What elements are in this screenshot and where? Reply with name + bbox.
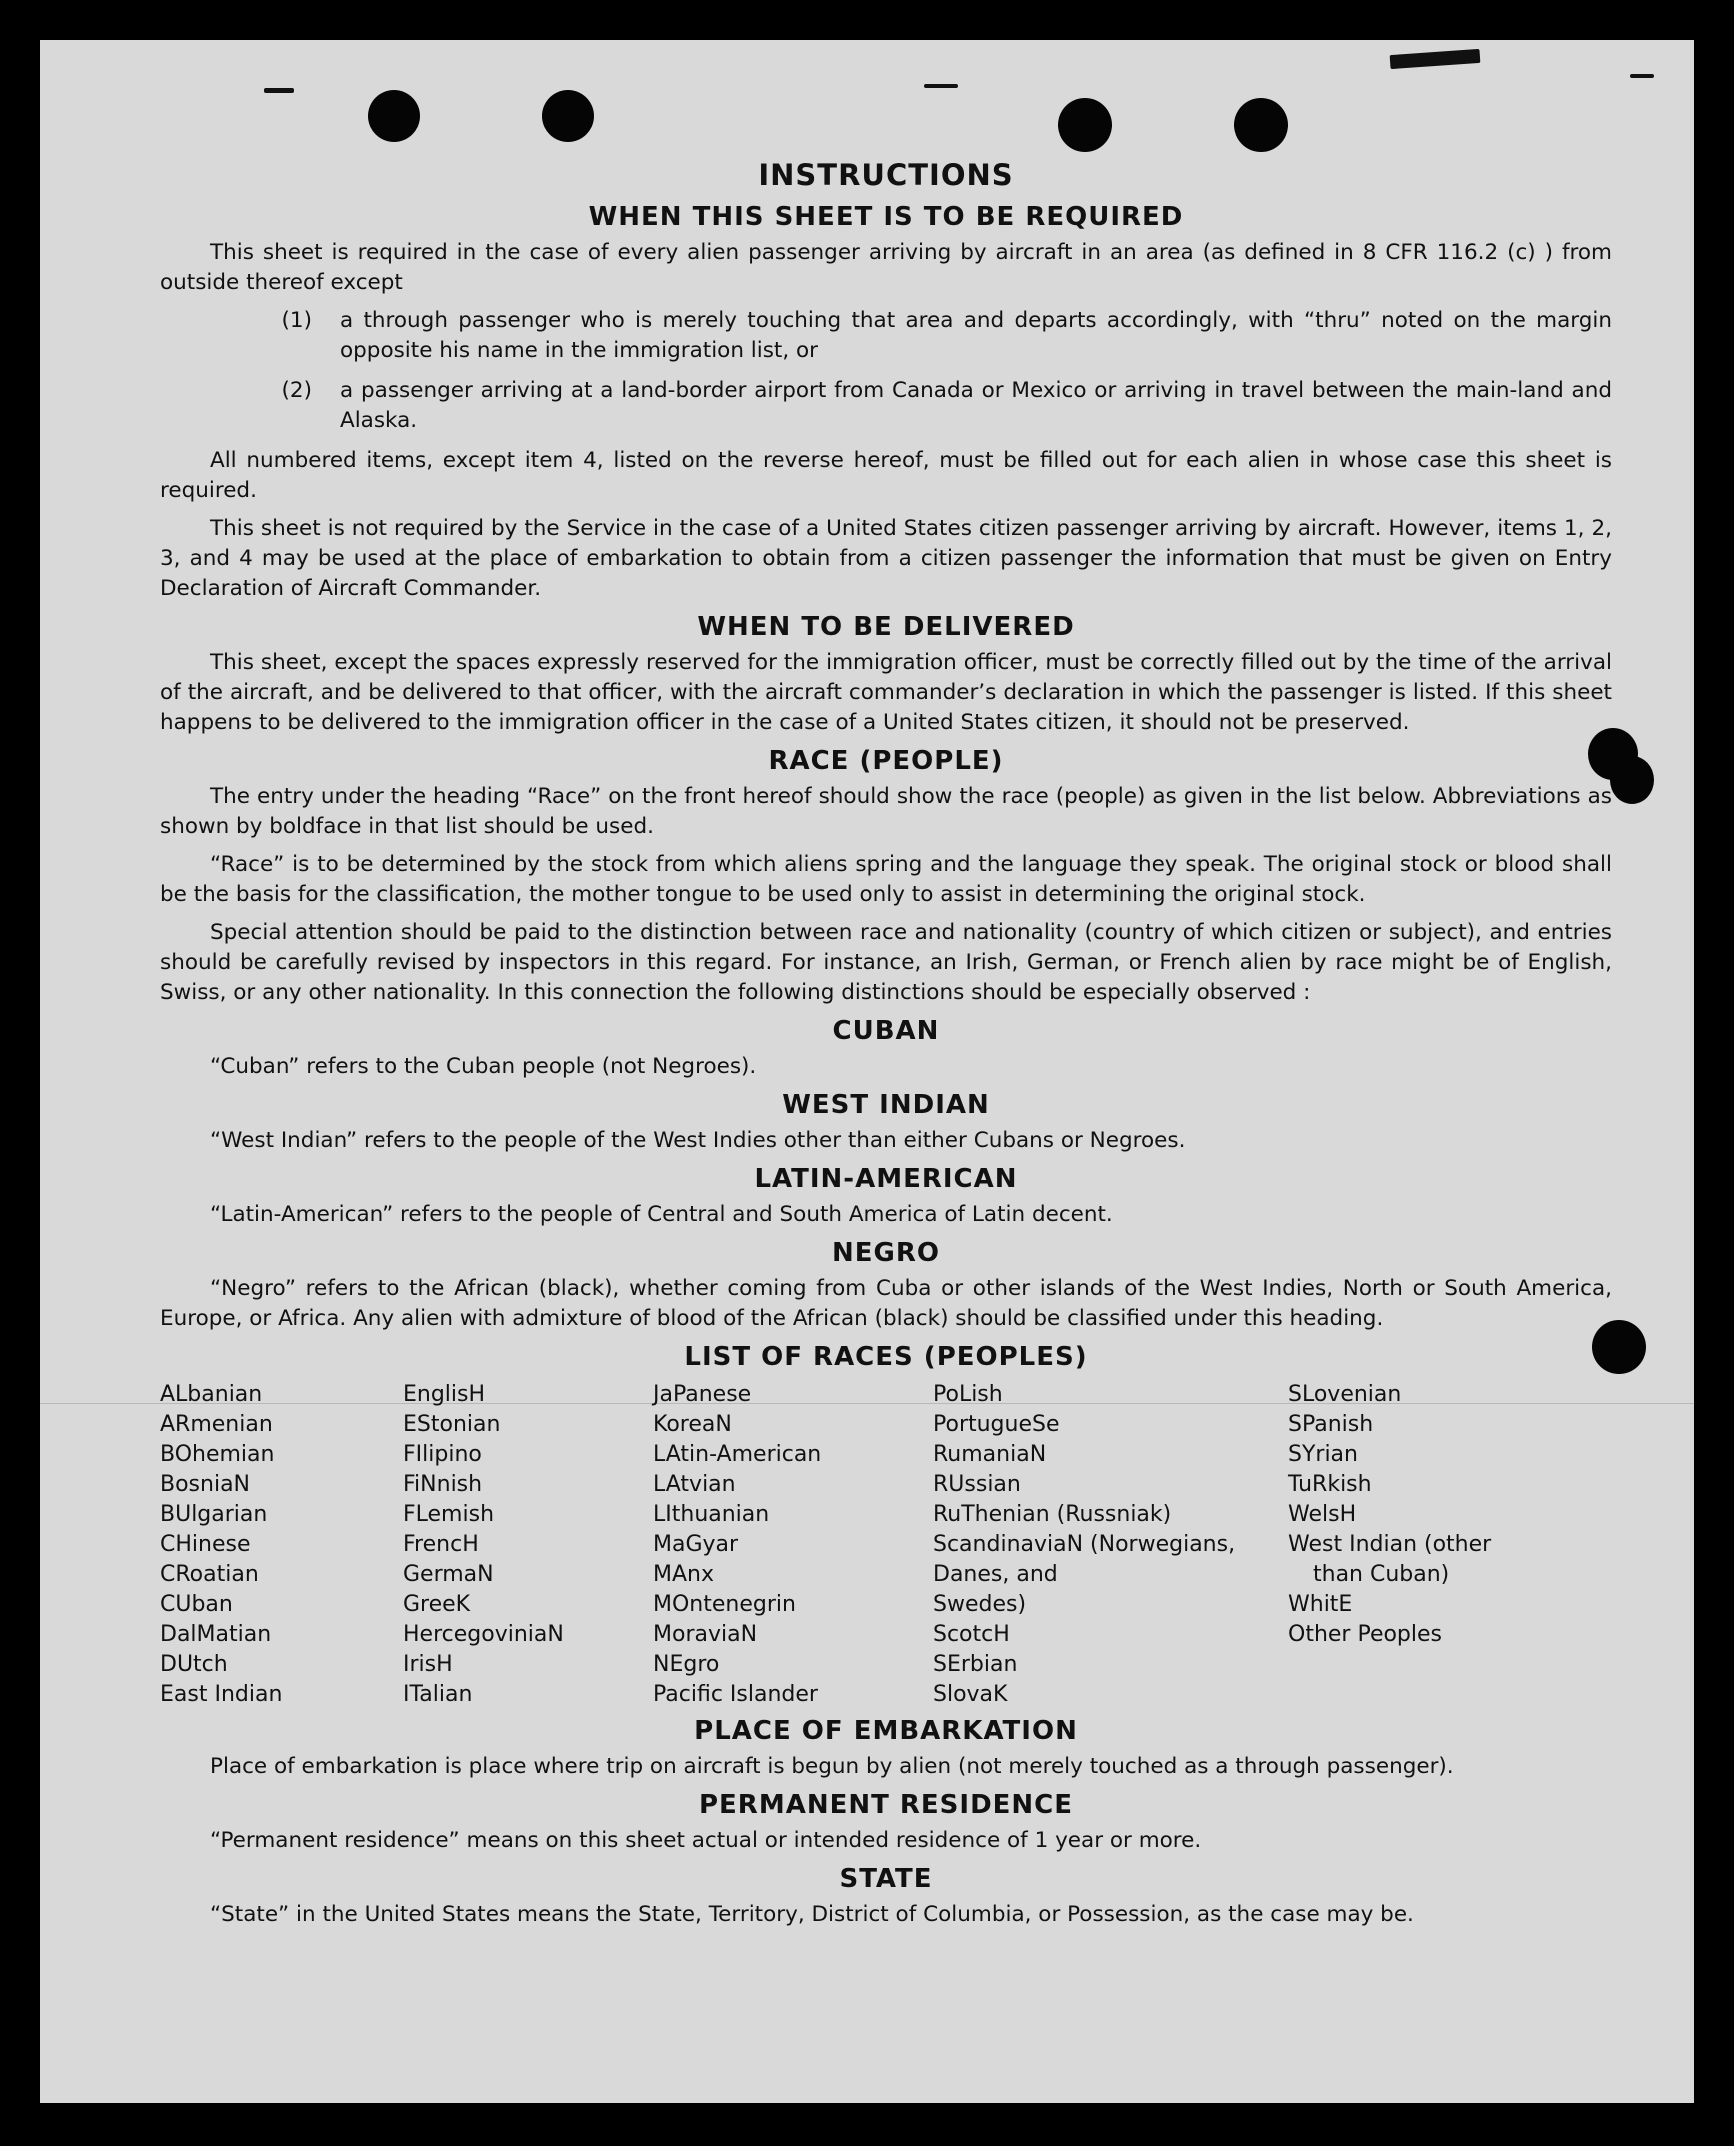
ink-mark — [924, 84, 958, 88]
punch-hole-3 — [1058, 98, 1112, 152]
race-entry: RUssian — [933, 1472, 1021, 1497]
race-entry: BUlgarian — [160, 1502, 268, 1527]
punch-hole-1 — [368, 90, 420, 142]
heading-state: STATE — [839, 1864, 933, 1894]
race-entry: ScandinaviaN (Norwegians, — [933, 1532, 1236, 1557]
race-column — [653, 1380, 933, 1710]
race-entry: FrencH — [403, 1532, 479, 1557]
paragraph: “West Indian” refers to the people of the West Indies other than either Cubans or Negroes. — [210, 1128, 1186, 1153]
race-entry: FIlipino — [403, 1442, 482, 1467]
race-entry: Pacific Islander — [653, 1682, 818, 1707]
heading-race: RACE (PEOPLE) — [768, 746, 1004, 776]
list-item — [160, 306, 1612, 366]
race-entry: DalMatian — [160, 1622, 272, 1647]
item-text: a passenger arriving at a land-border airport from Canada or Mexico or arriving in travel between the main-land and Alaska. — [340, 378, 1612, 433]
race-entry: BOhemian — [160, 1442, 275, 1467]
race-entry: ITalian — [403, 1682, 473, 1707]
race-entry: DUtch — [160, 1652, 228, 1677]
paragraph: “Cuban” refers to the Cuban people (not Negroes). — [210, 1054, 757, 1079]
punch-hole-4 — [1234, 98, 1288, 152]
item-text: a through passenger who is merely touching that area and departs accordingly, with “thru” noted on the margin opposite his name in the immigration list, or — [340, 308, 1612, 363]
race-column — [403, 1380, 653, 1710]
race-entry: than Cuban) — [1313, 1562, 1450, 1587]
race-entry: PoLish — [933, 1382, 1003, 1407]
race-entry: LAtvian — [653, 1472, 736, 1497]
race-entry: West Indian (other — [1288, 1532, 1492, 1557]
list-item — [160, 376, 1612, 436]
race-entry: RuThenian (Russniak) — [933, 1502, 1172, 1527]
race-entry: ARmenian — [160, 1412, 273, 1437]
race-entry: SlovaK — [933, 1682, 1008, 1707]
race-entry: TuRkish — [1288, 1472, 1372, 1497]
race-entry: MaGyar — [653, 1532, 739, 1557]
ink-mark — [264, 88, 294, 93]
heading-when-delivered: WHEN TO BE DELIVERED — [697, 612, 1075, 642]
race-entry: GreeK — [403, 1592, 471, 1617]
race-entry: JaPanese — [653, 1382, 752, 1407]
item-number: (1) — [281, 308, 312, 333]
race-column — [160, 1380, 403, 1710]
race-entry: SErbian — [933, 1652, 1018, 1677]
paragraph: Place of embarkation is place where trip on aircraft is begun by alien (not merely touched as a through passenger). — [210, 1754, 1454, 1779]
heading-when-required: WHEN THIS SHEET IS TO BE REQUIRED — [588, 202, 1184, 232]
instructions-content — [160, 158, 1612, 1938]
race-column — [933, 1380, 1288, 1710]
race-entry: ScotcH — [933, 1622, 1010, 1647]
paragraph: This sheet, except the spaces expressly reserved for the immigration officer, must be correctly filled out by the time of the arrival of the aircraft, and be delivered to that officer, with the aircraft commander’s declaration in which the passenger is listed. If this sheet happens to be delivered to the immigration officer in the case of a United States citizen, it should not be preserved. — [160, 650, 1612, 735]
race-entry: GermaN — [403, 1562, 494, 1587]
race-entry: CUban — [160, 1592, 233, 1617]
race-entry: MoraviaN — [653, 1622, 758, 1647]
paragraph: “State” in the United States means the State, Territory, District of Columbia, or Possession, as the case may be. — [210, 1902, 1414, 1927]
race-entry: EnglisH — [403, 1382, 486, 1407]
race-entry: East Indian — [160, 1682, 283, 1707]
ink-mark — [1630, 74, 1654, 78]
race-entry: WelsH — [1288, 1502, 1357, 1527]
paragraph: All numbered items, except item 4, listed on the reverse hereof, must be filled out for each alien in whose case this sheet is required. — [160, 448, 1612, 503]
heading-latin-american: LATIN-AMERICAN — [754, 1164, 1018, 1194]
paragraph: This sheet is not required by the Service in the case of a United States citizen passenger arriving by aircraft. However, items 1, 2, 3, and 4 may be used at the place of embarkation to obtain from a citizen passenger the information that must be given on Entry Declaration of Aircraft Commander. — [160, 516, 1612, 601]
race-list — [160, 1380, 1612, 1710]
punch-hole-2 — [542, 90, 594, 142]
race-entry: NEgro — [653, 1652, 720, 1677]
race-entry: FLemish — [403, 1502, 495, 1527]
race-entry: SLovenian — [1288, 1382, 1402, 1407]
race-entry: MAnx — [653, 1562, 714, 1587]
document-sheet — [40, 40, 1694, 2103]
punch-hole-6 — [1610, 756, 1654, 804]
heading-permanent-residence: PERMANENT RESIDENCE — [698, 1790, 1074, 1820]
race-entry: EStonian — [403, 1412, 501, 1437]
heading-west-indian: WEST INDIAN — [782, 1090, 990, 1120]
race-entry: BosniaN — [160, 1472, 251, 1497]
page-title: INSTRUCTIONS — [758, 158, 1014, 192]
paragraph: The entry under the heading “Race” on the front hereof should show the race (people) as given in the list below. Abbreviations as shown by boldface in that list should be used. — [160, 784, 1612, 839]
paragraph: “Latin-American” refers to the people of Central and South America of Latin decent. — [210, 1202, 1113, 1227]
race-entry: Swedes) — [933, 1592, 1027, 1617]
ink-mark — [1390, 49, 1481, 69]
race-entry: LIthuanian — [653, 1502, 770, 1527]
race-entry: HercegoviniaN — [403, 1622, 564, 1647]
race-entry: RumaniaN — [933, 1442, 1047, 1467]
race-entry: SPanish — [1288, 1412, 1374, 1437]
race-entry: IrisH — [403, 1652, 453, 1677]
item-number: (2) — [281, 378, 312, 403]
race-entry: PortugueSe — [933, 1412, 1060, 1437]
heading-list-of-races: LIST OF RACES (PEOPLES) — [684, 1342, 1088, 1372]
race-entry: CRoatian — [160, 1562, 259, 1587]
paragraph: “Permanent residence” means on this sheet actual or intended residence of 1 year or more. — [210, 1828, 1202, 1853]
paragraph: This sheet is required in the case of every alien passenger arriving by aircraft in an area (as defined in 8 CFR 116.2 (c) ) from outside thereof except — [160, 240, 1612, 295]
race-entry: FiNnish — [403, 1472, 483, 1497]
paragraph: Special attention should be paid to the distinction between race and nationality (country of which citizen or subject), and entries should be carefully revised by inspectors in this regard. For instance, an Irish, German, or French alien by race might be of English, Swiss, or any other nationality. In this connection the following distinctions should be especially observed : — [160, 920, 1612, 1005]
heading-cuban: CUBAN — [832, 1016, 940, 1046]
heading-place-of-embarkation: PLACE OF EMBARKATION — [694, 1716, 1078, 1746]
race-entry: WhitE — [1288, 1592, 1353, 1617]
race-entry: LAtin-American — [653, 1442, 822, 1467]
race-entry: ALbanian — [160, 1382, 263, 1407]
paragraph: “Negro” refers to the African (black), whether coming from Cuba or other islands of the West Indies, North or South America, Europe, or Africa. Any alien with admixture of blood of the African (black) should be classified under this heading. — [160, 1276, 1612, 1331]
paragraph: “Race” is to be determined by the stock from which aliens spring and the language they speak. The original stock or blood shall be the basis for the classification, the mother tongue to be used only to assist in determining the original stock. — [160, 852, 1612, 907]
heading-negro: NEGRO — [832, 1238, 940, 1268]
race-entry: MOntenegrin — [653, 1592, 796, 1617]
race-entry: Other Peoples — [1288, 1622, 1443, 1647]
race-column — [1288, 1380, 1588, 1710]
race-entry: SYrian — [1288, 1442, 1358, 1467]
race-entry: Danes, and — [933, 1562, 1058, 1587]
race-entry: KoreaN — [653, 1412, 732, 1437]
race-entry: CHinese — [160, 1532, 251, 1557]
